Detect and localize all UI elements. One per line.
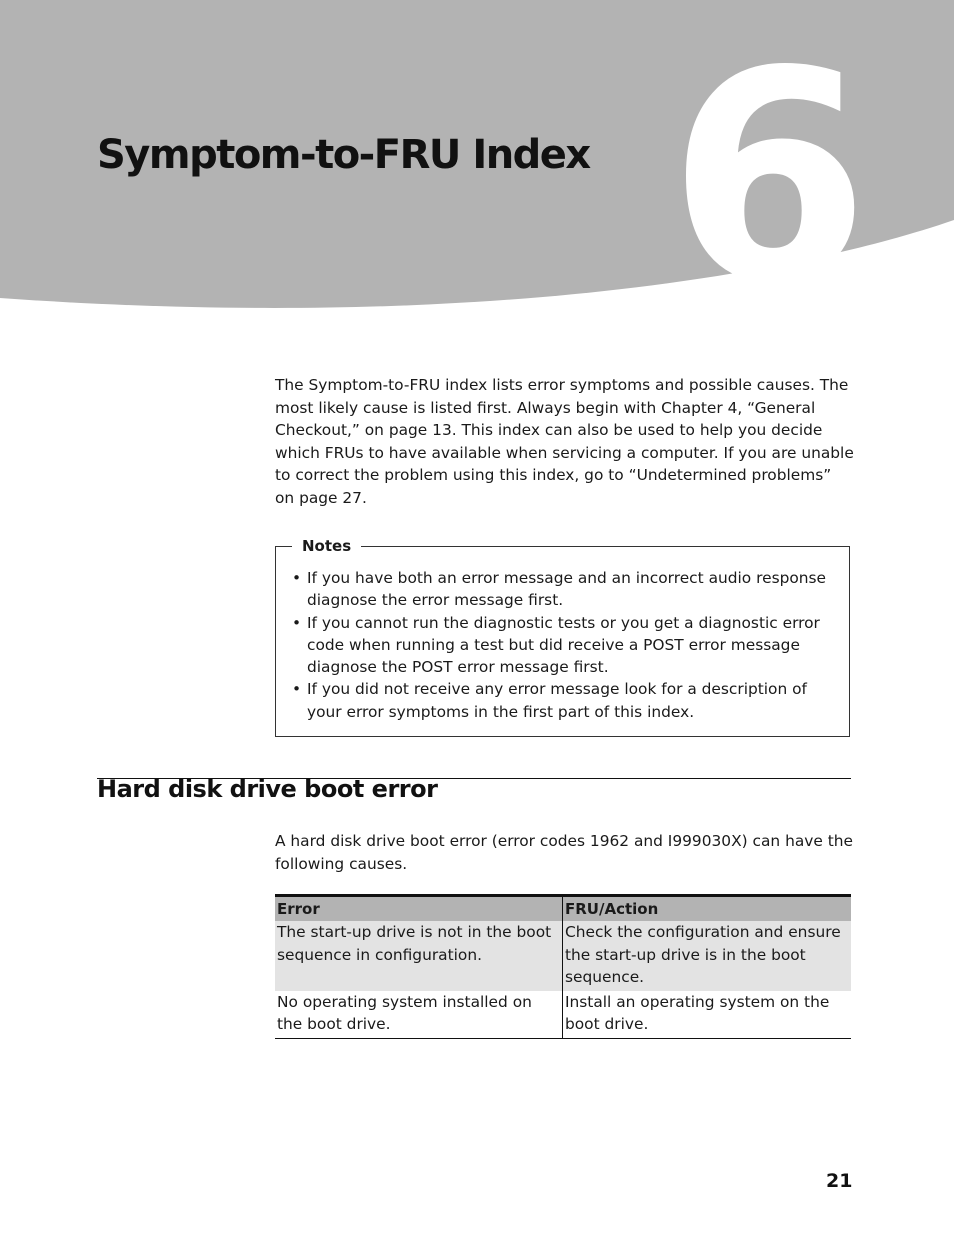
fru-table (275, 894, 851, 1039)
bullet: • (292, 613, 302, 632)
column-header-error: Error (275, 896, 563, 922)
section-title: Hard disk drive boot error (97, 775, 438, 803)
page-number: 21 (826, 1170, 853, 1192)
note-text: If you did not receive any error message look for a description of your error symptoms in the first part of this index. (307, 680, 807, 721)
bullet: • (292, 569, 302, 587)
column-header-fru-action: FRU/Action (563, 896, 852, 922)
chapter-title: Symptom-to-FRU Index (97, 132, 590, 178)
notes-list (292, 567, 837, 723)
bullet: • (292, 680, 302, 699)
table-row (275, 921, 851, 991)
note-text: If you have both an error message and an incorrect audio response diagnose the error message first. (307, 569, 827, 610)
table-cell-error: No operating system installed on the boot drive. (275, 991, 563, 1039)
intro-paragraph: The Symptom-to-FRU index lists error symptoms and possible causes. The most likely cause is listed first. Always begin with Chapter 4, “General Checkout,” on page 13. This index can also be used to help you decide which FRUs to have available when servicing a computer. If you are unable to correct the problem using this index, go to “Undetermined problems” on page 27. (275, 376, 854, 507)
table-header-row (275, 896, 851, 922)
table-cell-action: Install an operating system on the boot drive. (565, 992, 830, 1034)
table-cell-error: The start-up drive is not in the boot sequence in configuration. (275, 921, 563, 991)
list-item (292, 567, 837, 612)
section-intro: A hard disk drive boot error (error codes 1962 and I999030X) can have the following causes. (275, 832, 853, 873)
chapter-number: 6 (668, 10, 870, 320)
table-cell-action: Check the configuration and ensure the start-up drive is in the boot sequence. (563, 921, 852, 991)
note-text: If you cannot run the diagnostic tests or you get a diagnostic error code when running a test but did receive a POST error message diagnose the POST error message first. (307, 613, 820, 677)
notes-box (275, 537, 850, 737)
list-item (292, 612, 837, 679)
notes-label: Notes (292, 536, 361, 556)
list-item (292, 678, 837, 723)
table-row (275, 991, 851, 1039)
